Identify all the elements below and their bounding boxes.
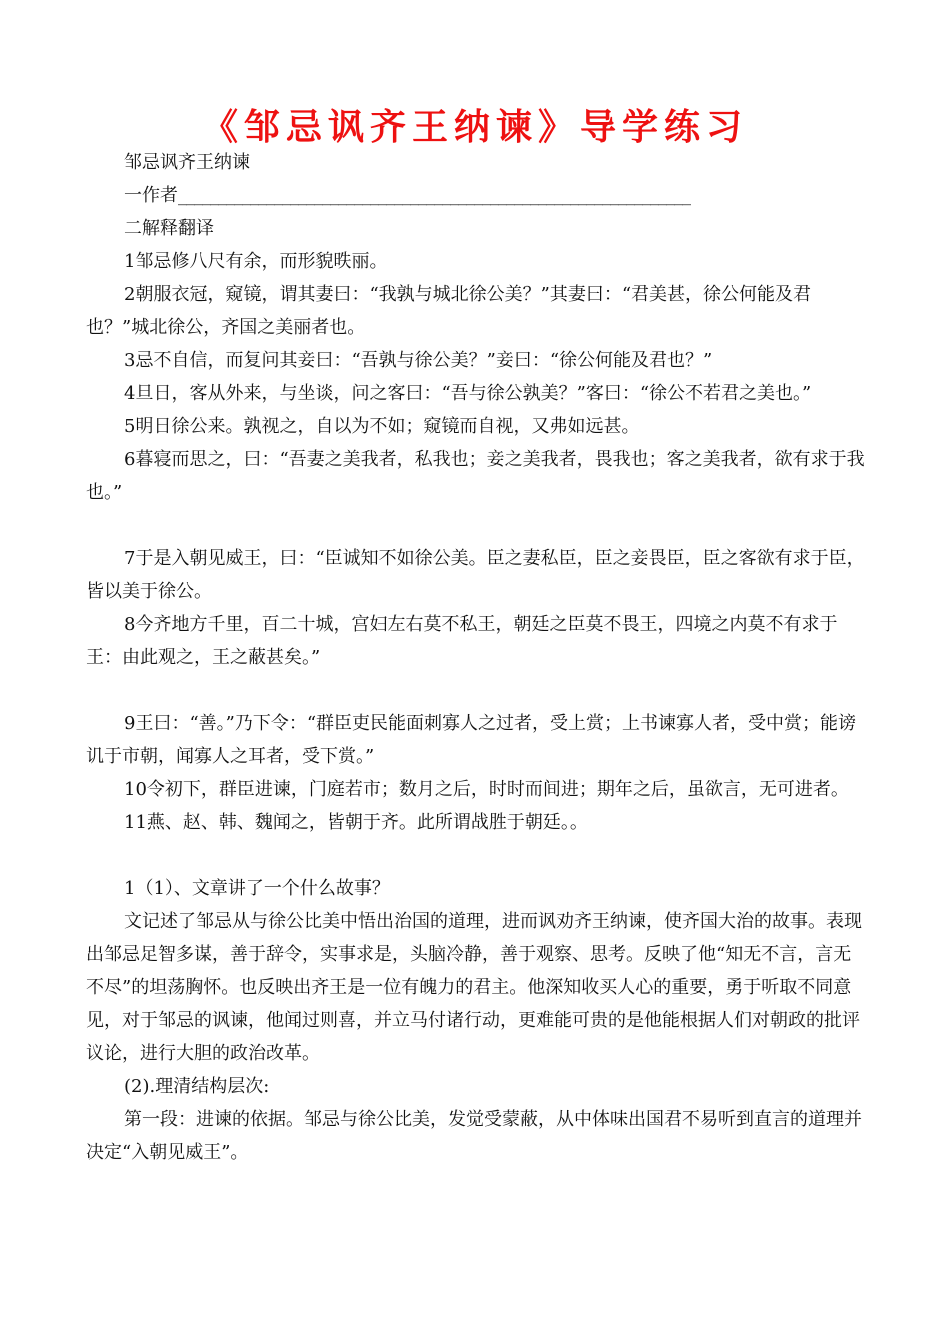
- document-body: [86, 146, 866, 1169]
- passage-paragraph-5: 5明日徐公来。孰视之，自以为不如；窥镜而自视，又弗如远甚。: [124, 416, 640, 437]
- author-blank: ________________________________________________________________: [178, 185, 690, 206]
- passage-paragraph-10: 10令初下，群臣进谏，门庭若市；数月之后，时时而间进；期年之后，虽欲言，无可进者。: [124, 779, 849, 800]
- subtitle: 邹忌讽齐王纳谏: [124, 152, 250, 173]
- passage-paragraph-11: 11燕、赵、韩、魏闻之，皆朝于齐。此所谓战胜于朝廷。。: [124, 812, 588, 833]
- passage-paragraph-8: 8今齐地方千里，百二十城，宫妇左右莫不私王，朝廷之臣莫不畏王，四境之内莫不有求于王：由此观之，王之蔽甚矣。”: [86, 614, 838, 668]
- question-1-answer: 文记述了邹忌从与徐公比美中悟出治国的道理，进而讽劝齐王纳谏，使齐国大治的故事。表现出邹忌足智多谋，善于辞令，实事求是，头脑冷静，善于观察、思考。反映了他“知无不言，言无不尽”的坦荡胸怀。也反映出齐王是一位有魄力的君主。他深知收买人心的重要，勇于听取不同意见，对于邹忌的讽谏，他闻过则喜，并立马付诸行动，更难能可贵的是他能根据人们对朝政的批评议论，进行大胆的政治改革。: [86, 911, 862, 1064]
- section-heading-translation: 二解释翻译: [124, 218, 214, 239]
- passage-paragraph-1: 1邹忌修八尺有余，而形貌昳丽。: [124, 251, 388, 272]
- passage-paragraph-2: 2朝服衣冠，窥镜，谓其妻曰：“我孰与城北徐公美？”其妻曰：“君美甚，徐公何能及君也？”城北徐公，齐国之美丽者也。: [86, 284, 812, 338]
- spacer: [86, 674, 866, 707]
- passage-paragraph-3: 3忌不自信，而复问其妾曰：“吾孰与徐公美？”妾曰：“徐公何能及君也？”: [124, 350, 713, 371]
- author-label: 一作者: [124, 185, 178, 206]
- spacer: [86, 839, 866, 872]
- question-2-heading: (2).理清结构层次:: [124, 1076, 270, 1097]
- passage-paragraph-4: 4旦日，客从外来，与坐谈，问之客曰：“吾与徐公孰美？”客曰：“徐公不若君之美也。”: [124, 383, 812, 404]
- passage-paragraph-7: 7于是入朝见威王，曰：“臣诚知不如徐公美。臣之妻私臣，臣之妾畏臣，臣之客欲有求于臣，皆以美于徐公。: [86, 548, 865, 602]
- author-line: [86, 179, 866, 212]
- question-2-answer-part-1: 第一段：进谏的依据。邹忌与徐公比美，发觉受蒙蔽，从中体味出国君不易听到直言的道理并决定“入朝见威王”。: [86, 1109, 862, 1163]
- passage-paragraph-6: 6暮寝而思之，曰：“吾妻之美我者，私我也；妾之美我者，畏我也；客之美我者，欲有求于我也。”: [86, 449, 865, 503]
- page-title: 《邹忌讽齐王纳谏》导学练习: [201, 107, 748, 148]
- spacer: [86, 509, 866, 542]
- passage-paragraph-9: 9王曰：“善。”乃下令：“群臣吏民能面刺寡人之过者，受上赏；上书谏寡人者，受中赏；能谤讥于市朝，闻寡人之耳者，受下赏。”: [86, 713, 857, 767]
- question-1-heading: 1（1）、文章讲了一个什么故事？: [124, 878, 390, 899]
